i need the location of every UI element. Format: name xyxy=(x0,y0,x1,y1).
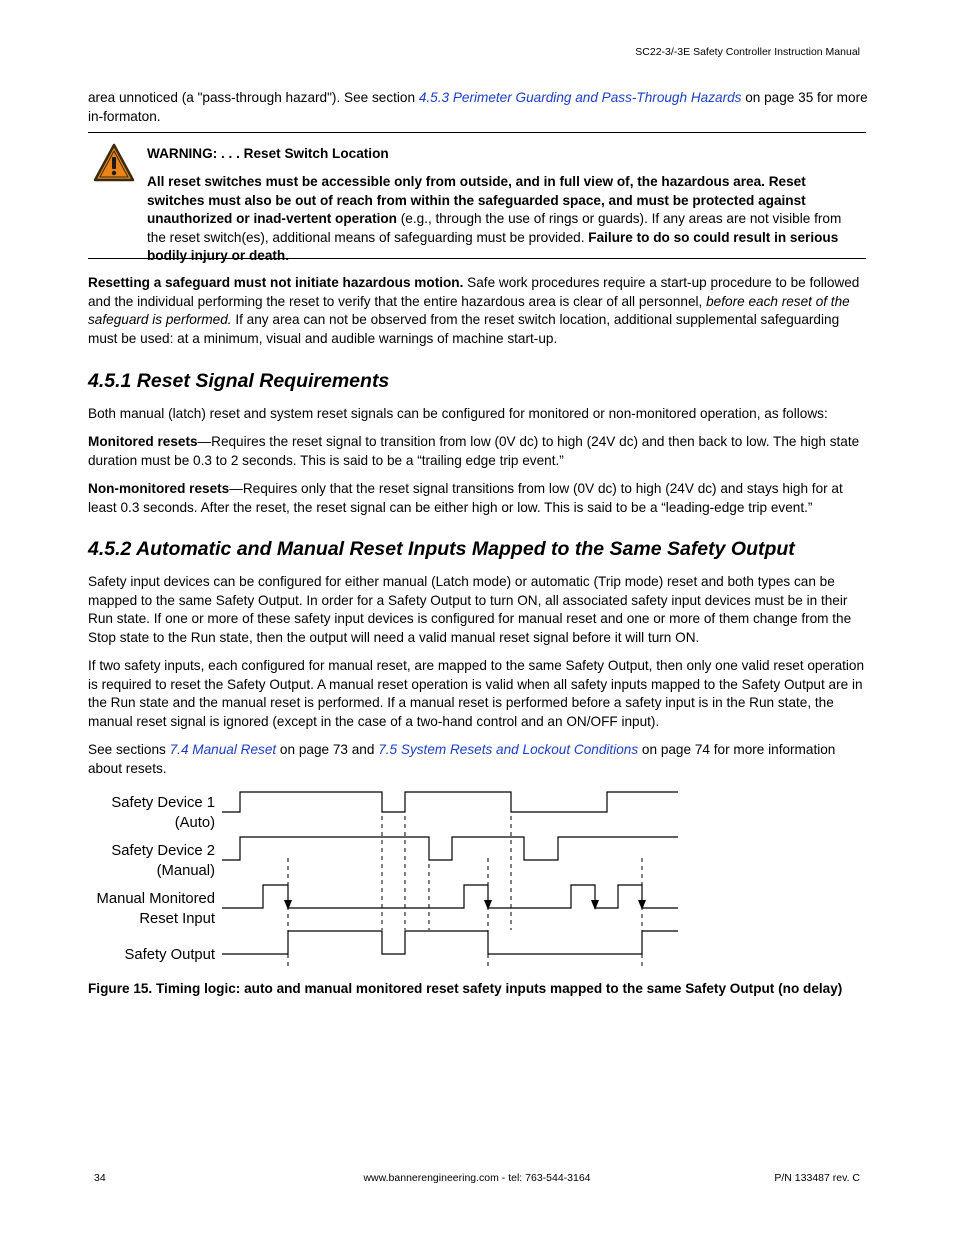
link-perimeter-guarding[interactable]: 4.5.3 Perimeter Guarding and Pass-Through Hazards xyxy=(418,90,742,105)
link-system-resets[interactable]: 7.5 System Resets and Lockout Conditions xyxy=(378,742,639,757)
resetting-paragraph: Resetting a safeguard must not initiate hazardous motion. Safe work procedures require a start-up procedure to be followed and the individual performing the reset to verify that the entire hazardous area is clear of all personnel, before each reset of the safeguard is performed. If any area can not be observed from the reset switch location, additional supplemental safeguarding must be used: at a minimum, visual and audible warnings of machine start-up. xyxy=(88,275,860,346)
non-monitored-resets-paragraph: Non-monitored resets—Requires only that the reset signal transitions from low (0V dc) to high (24V dc) and stays high for at least 0.3 seconds. After the reset, the reset signal can be either high or low. This is said to be a “leading-edge trip event.” xyxy=(88,481,843,515)
label-safety-output: Safety Output xyxy=(124,947,215,963)
auto-manual-paragraph-1: Safety input devices can be configured for either manual (Latch mode) or automatic (Trip mode) reset and both types can be mapped to the same Safety Output. In order for a Safety Output to turn ON, all associated safety input devices must be in their Run state. If one or more of these safety input devices is configured for manual reset and one or more of them change from the Stop state to the Run state, then the output will need a valid manual reset signal before it will turn ON. xyxy=(88,574,852,645)
heading-4-5-1: 4.5.1 Reset Signal Requirements xyxy=(88,370,390,392)
warning-body: All reset switches must be accessible only from outside, and in full view of, the hazardous area. Reset switches must also be out of reach from within the safeguarded space, and must be protected against unauthorized or inad-vertent operation (e.g., through the use of rings or guards). If any areas are not visible from the reset switch(es), additional means of safeguarding must be provided. Failure to do so could result in serious bodily injury or death. xyxy=(147,174,842,264)
label-reset-input: Manual Monitored Reset Input xyxy=(96,891,215,927)
auto-manual-paragraph-2: If two safety inputs, each configured for manual reset, are mapped to the same Safety Output, then only one valid reset operation is required to reset the Safety Output. A manual reset operation is valid when all safety inputs mapped to the Safety Output are in the Run state and the manual reset is performed. If a manual reset is performed before a safety input is in the Run state, the manual reset signal is ignored (except in the case of a two-hand control and an ON/OFF input). xyxy=(88,658,865,729)
heading-4-5-2: 4.5.2 Automatic and Manual Reset Inputs Mapped to the Same Safety Output xyxy=(88,538,795,560)
waveform-safety-output xyxy=(222,931,678,954)
reset-signal-intro: Both manual (latch) reset and system reset signals can be configured for monitored or non-monitored operation, as follows: xyxy=(88,406,828,421)
intro-paragraph: area unnoticed (a "pass-through hazard"). See section 4.5.3 Perimeter Guarding and Pass-Through Hazards on page 35 for more in-formaton. xyxy=(88,90,868,124)
waveform-reset-input xyxy=(222,885,678,908)
running-header: SC22-3/-3E Safety Controller Instruction Manual xyxy=(635,46,860,58)
footer-part-number: P/N 133487 rev. C xyxy=(774,1172,860,1184)
link-manual-reset[interactable]: 7.4 Manual Reset xyxy=(169,742,277,757)
label-safety-device-2: Safety Device 2 (Manual) xyxy=(111,843,215,879)
figure-caption: Figure 15. Timing logic: auto and manual monitored reset safety inputs mapped to the same Safety Output (no delay) xyxy=(88,981,843,996)
monitored-resets-paragraph: Monitored resets—Requires the reset signal to transition from low (0V dc) to high (24V dc) and then back to low. The high state duration must be 0.3 to 2 seconds. This is said to be a “trailing edge trip event.” xyxy=(88,434,860,468)
page-number: 34 xyxy=(94,1172,106,1184)
warning-top-rule xyxy=(88,132,866,133)
label-safety-device-1: Safety Device 1 (Auto) xyxy=(111,795,215,831)
warning-triangle-icon xyxy=(93,143,135,183)
warning-bottom-rule xyxy=(88,258,866,259)
waveform-safety-device-1 xyxy=(222,792,678,812)
warning-title: WARNING: . . . Reset Switch Location xyxy=(147,146,389,161)
timing-diagram xyxy=(218,780,683,970)
waveform-safety-device-2 xyxy=(222,837,678,860)
timing-guide-lines xyxy=(288,816,642,968)
see-sections-paragraph: See sections 7.4 Manual Reset on page 73 and 7.5 System Resets and Lockout Conditions on page 74 for more information about resets. xyxy=(88,742,836,776)
footer-website: www.bannerengineering.com - tel: 763-544-3164 xyxy=(363,1172,591,1184)
